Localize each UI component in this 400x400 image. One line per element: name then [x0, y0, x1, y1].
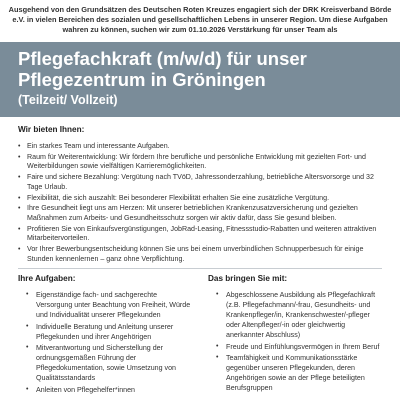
list-item-text: Anleiten von Pflegehelfer*innen	[36, 385, 135, 394]
list-item	[18, 245, 382, 264]
list-item-text: Flexibilität, die sich auszahlt: Bei besonderer Flexibilität erhalten Sie eine zusätzliche Vergütung.	[27, 193, 330, 202]
bullet-icon: •	[216, 342, 219, 350]
list-item	[18, 343, 192, 383]
list-item	[18, 142, 382, 152]
list-item	[208, 290, 382, 340]
list-item	[18, 225, 382, 244]
bullet-icon: •	[18, 194, 21, 202]
offer-list	[18, 142, 382, 264]
bullet-icon: •	[26, 291, 29, 299]
bullet-icon: •	[18, 143, 21, 150]
bullet-icon: •	[18, 174, 21, 182]
list-item-text: Profitieren Sie von Einkaufsvergünstigungen, JobRad-Leasing, Fitnessstudio-Rabatten und weiteren attraktiven Mitarbeitervorteilen.	[27, 224, 377, 243]
bullet-icon: •	[26, 344, 29, 352]
list-item	[18, 173, 382, 192]
list-item-text: Abgeschlossene Ausbildung als Pflegefachkraft (z.B. Pflegefachmann/-frau, Gesundheits- und Krankenpfleger/in, Krankenschwester/-pfleger oder Altenpfleger/-in oder gleichwertig anerkannter Abschluss)	[226, 291, 376, 340]
requirements-heading: Das bringen Sie mit:	[208, 274, 288, 284]
bullet-icon: •	[216, 291, 219, 299]
list-item-text: Raum für Weiterentwicklung: Wir fördern Ihre berufliche und persönliche Entwicklung mit gezielten Fort- und Weiterbildungen sowie vielfältigen Karrieremöglichkeiten.	[27, 152, 366, 171]
list-item-text: Faire und sichere Bezahlung: Vergütung nach TVöD, Jahressonderzahlung, betriebliche Altersvorsorge und 32 Tage Urlaub.	[27, 173, 374, 191]
bullet-icon: •	[18, 205, 21, 213]
intro-text: Ausgehend von den Grundsätzen des Deutschen Roten Kreuzes engagiert sich der DRK Kreisverband Börde e.V. in vielen Bereichen des sozialen und gesellschaftlichen Lebens in unserer Region. Um diese Aufgaben wahren zu können, suchen wir zum 01.10.2026 Verstärkung für unser Team als	[8, 5, 392, 35]
tasks-column	[18, 274, 202, 396]
two-column-section	[0, 269, 400, 396]
title-banner	[0, 42, 400, 117]
job-title-line-1: Pflegefachkraft (m/w/d) für unser	[18, 48, 307, 69]
list-item	[208, 342, 382, 352]
job-title-line-2: Pflegezentrum in Gröningen	[18, 69, 266, 90]
list-item	[18, 204, 382, 223]
bullet-icon: •	[18, 153, 21, 161]
list-item-text: Ihre Gesundheit liegt uns am Herzen: Mit unserer betrieblichen Krankenzusatzversicherung und gezielten Maßnahmen zum Arbeits- und Gesundheitsschutz sorgen wir aktiv dafür, dass Sie gesund bleiben.	[27, 204, 358, 222]
list-item	[18, 153, 382, 172]
tasks-list	[18, 290, 192, 395]
list-item	[208, 353, 382, 393]
list-item-text: Eigenständige fach- und sachgerechte Versorgung unter Beachtung von Freiheit, Würde und Individualität unserer Pflegekunden	[36, 291, 191, 320]
list-item-text: Teamfähigkeit und Kommunikationsstärke gegenüber unseren Pflegekunden, deren Angehörigen sowie an der Pflege beteiligten Berufsgruppen	[226, 354, 365, 393]
list-item	[18, 385, 192, 395]
requirements-list	[208, 290, 382, 393]
list-item-text: Mitverantwortung und Sicherstellung der ordnungsgemäßen Führung der Pflegedokumentation, sowie Umsetzung von Qualitätsstandards	[36, 344, 176, 383]
requirements-column	[202, 274, 382, 396]
list-item	[18, 194, 382, 204]
list-item	[18, 290, 192, 320]
bullet-icon: •	[18, 225, 21, 233]
bullet-icon: •	[216, 354, 219, 362]
offer-heading: Wir bieten Ihnen:	[18, 125, 85, 134]
list-item-text: Ein starkes Team und interessante Aufgaben.	[27, 142, 170, 150]
offer-section	[0, 117, 400, 264]
list-item-text: Vor Ihrer Bewerbungsentscheidung können Sie uns bei einem unverbindlichen Schnupperbesuch für einige Stunden kennenlernen – ganz ohne Verpflichtung.	[27, 245, 364, 263]
bullet-icon: •	[18, 246, 21, 254]
bullet-icon: •	[26, 385, 29, 393]
list-item-text: Freude und Einfühlungsvermögen in Ihrem Beruf	[226, 342, 380, 351]
tasks-heading: Ihre Aufgaben:	[18, 274, 76, 284]
list-item-text: Individuelle Beratung und Anleitung unserer Pflegekunden und ihrer Angehörigen	[36, 322, 174, 341]
job-subtitle: (Teilzeit/ Vollzeit)	[18, 93, 118, 107]
bullet-icon: •	[26, 322, 29, 330]
list-item	[18, 322, 192, 342]
